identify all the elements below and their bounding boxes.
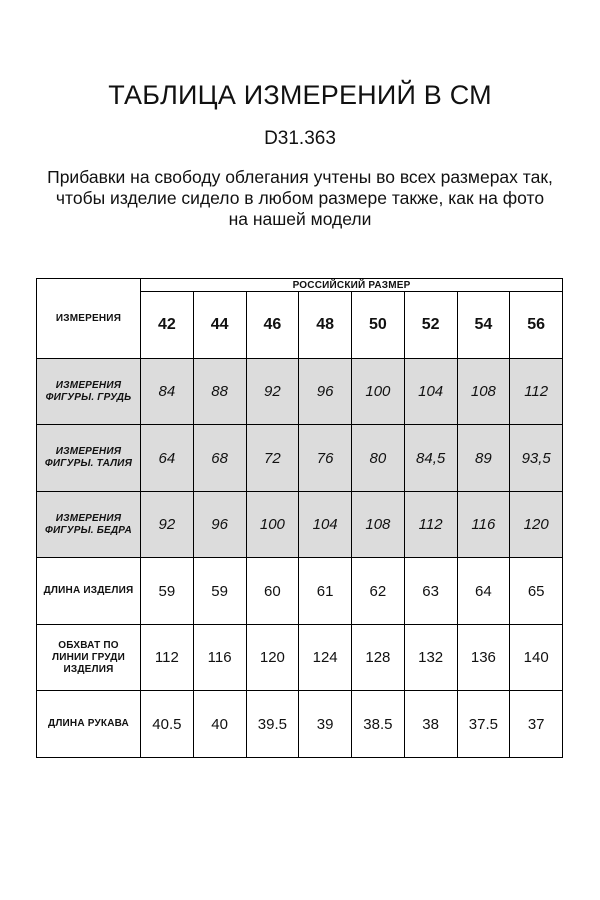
russian-size-caption: РОССИЙСКИЙ РАЗМЕР	[141, 279, 563, 292]
measurements-header: ИЗМЕРЕНИЯ	[37, 279, 141, 359]
body-measurement-row-label	[37, 425, 141, 492]
body-measurement-value: 120	[510, 491, 563, 558]
body-measurement-value: 100	[246, 491, 299, 558]
body-measurement-value: 116	[457, 491, 510, 558]
page-title: ТАБЛИЦА ИЗМЕРЕНИЙ В СМ	[108, 80, 492, 110]
row-label-line: ИЗДЕЛИЯ	[63, 663, 114, 675]
body-measurement-value: 104	[299, 491, 352, 558]
garment-measurement-value: 37.5	[457, 691, 510, 758]
size-header-row	[37, 279, 563, 292]
row-label-line: ФИГУРЫ. ТАЛИЯ	[44, 458, 133, 470]
body-measurement-value: 100	[352, 358, 405, 425]
body-measurement-row	[37, 358, 563, 425]
row-label-line: ИЗМЕРЕНИЯ	[55, 512, 122, 524]
garment-measurement-value: 62	[352, 558, 405, 625]
garment-measurement-row-label	[37, 558, 141, 625]
garment-measurement-row	[37, 558, 563, 625]
garment-measurement-value: 136	[457, 624, 510, 691]
size-50: 50	[352, 292, 405, 359]
garment-measurement-value: 59	[141, 558, 194, 625]
garment-measurement-value: 128	[352, 624, 405, 691]
row-label-line: ФИГУРЫ. БЕДРА	[45, 524, 132, 536]
body-measurement-value: 112	[510, 358, 563, 425]
garment-measurement-value: 64	[457, 558, 510, 625]
garment-measurement-row	[37, 624, 563, 691]
body-measurement-value: 80	[352, 425, 405, 492]
garment-measurement-value: 63	[404, 558, 457, 625]
garment-measurement-row-label	[37, 691, 141, 758]
size-44: 44	[193, 292, 246, 359]
garment-measurement-value: 38	[404, 691, 457, 758]
row-label-line: ИЗМЕРЕНИЯ	[55, 446, 122, 458]
size-42: 42	[141, 292, 194, 359]
size-48: 48	[299, 292, 352, 359]
garment-measurement-value: 39.5	[246, 691, 299, 758]
body-measurement-value: 108	[352, 491, 405, 558]
garment-measurement-value: 140	[510, 624, 563, 691]
body-measurement-value: 68	[193, 425, 246, 492]
garment-measurement-row	[37, 691, 563, 758]
garment-measurement-row-label	[37, 624, 141, 691]
body-measurement-value: 72	[246, 425, 299, 492]
fit-note-line: Прибавки на свободу облегания учтены во всех размерах так,	[47, 167, 553, 187]
body-measurement-value: 84,5	[404, 425, 457, 492]
garment-measurement-value: 38.5	[352, 691, 405, 758]
garment-measurement-value: 37	[510, 691, 563, 758]
fit-note-line: на нашей модели	[228, 209, 372, 229]
garment-measurement-value: 40	[193, 691, 246, 758]
row-label-line: ДЛИНА ИЗДЕЛИЯ	[43, 585, 134, 597]
row-label-line: ИЗМЕРЕНИЯ	[55, 379, 122, 391]
body-measurement-value: 104	[404, 358, 457, 425]
garment-measurement-value: 39	[299, 691, 352, 758]
row-label-line: ДЛИНА РУКАВА	[48, 718, 129, 730]
garment-measurement-value: 124	[299, 624, 352, 691]
body-measurement-value: 93,5	[510, 425, 563, 492]
garment-measurement-value: 61	[299, 558, 352, 625]
body-measurement-row-label	[37, 491, 141, 558]
garment-measurement-value: 132	[404, 624, 457, 691]
body-measurement-value: 96	[299, 358, 352, 425]
size-56: 56	[510, 292, 563, 359]
product-code: D31.363	[264, 128, 336, 149]
garment-measurement-value: 116	[193, 624, 246, 691]
garment-measurement-value: 40.5	[141, 691, 194, 758]
size-54: 54	[457, 292, 510, 359]
row-label-line: ФИГУРЫ. ГРУДЬ	[45, 391, 132, 403]
row-label-line: ЛИНИИ ГРУДИ	[51, 651, 125, 663]
size-table	[36, 278, 563, 758]
garment-measurement-value: 65	[510, 558, 563, 625]
body-measurement-row-label	[37, 358, 141, 425]
body-measurement-value: 76	[299, 425, 352, 492]
fit-note	[20, 167, 580, 230]
size-52: 52	[404, 292, 457, 359]
body-measurement-value: 88	[193, 358, 246, 425]
fit-note-line: чтобы изделие сидело в любом размере также, как на фото	[55, 188, 545, 208]
body-measurement-value: 92	[246, 358, 299, 425]
garment-measurement-value: 120	[246, 624, 299, 691]
size-46: 46	[246, 292, 299, 359]
body-measurement-value: 89	[457, 425, 510, 492]
body-measurement-value: 96	[193, 491, 246, 558]
garment-measurement-value: 112	[141, 624, 194, 691]
garment-measurement-value: 60	[246, 558, 299, 625]
body-measurement-value: 108	[457, 358, 510, 425]
body-measurement-value: 64	[141, 425, 194, 492]
garment-measurement-value: 59	[193, 558, 246, 625]
body-measurement-value: 84	[141, 358, 194, 425]
body-measurement-value: 112	[404, 491, 457, 558]
body-measurement-row	[37, 425, 563, 492]
row-label-line: ОБХВАТ ПО	[58, 639, 119, 651]
body-measurement-row	[37, 491, 563, 558]
body-measurement-value: 92	[141, 491, 194, 558]
